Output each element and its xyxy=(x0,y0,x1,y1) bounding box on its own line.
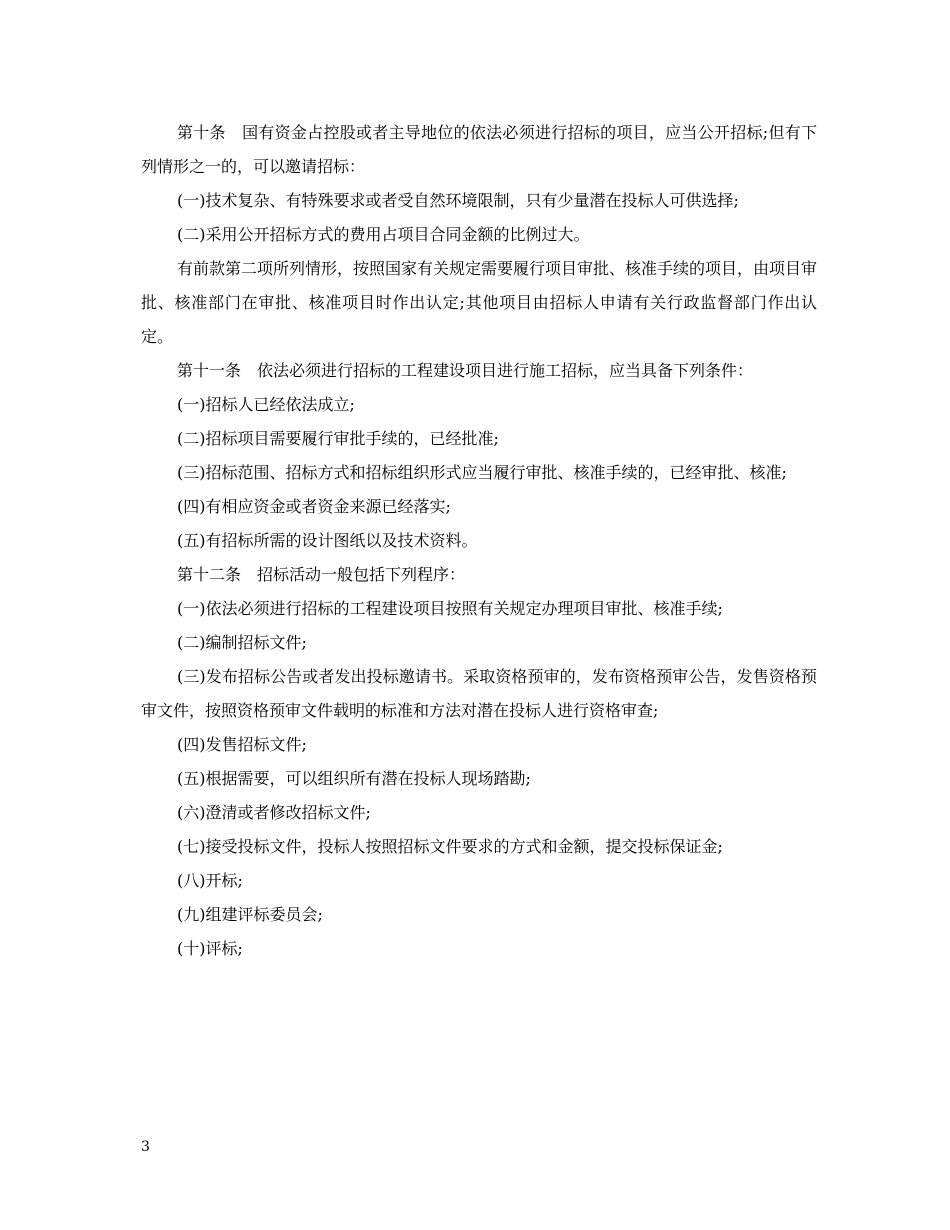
paragraph-article-12-item-1: (一)依法必须进行招标的工程建设项目按照有关规定办理项目审批、核准手续; xyxy=(177,599,723,618)
paragraph-article-12-item-4: (四)发售招标文件; xyxy=(177,735,307,754)
paragraph-article-12-item-7: (七)接受投标文件，投标人按照招标文件要求的方式和金额，提交投标保证金; xyxy=(177,837,723,856)
paragraph-article-11-item-4: (四)有相应资金或者资金来源已经落实; xyxy=(177,497,451,516)
paragraph-article-10: 第十条 国有资金占控股或者主导地位的依法必须进行招标的项目，应当公开招标;但有下列情形之一的，可以邀请招标： xyxy=(141,123,817,176)
paragraph-article-11-item-3: (三)招标范围、招标方式和招标组织形式应当履行审批、核准手续的，已经审批、核准; xyxy=(177,463,787,482)
paragraph-article-12-item-8: (八)开标; xyxy=(177,871,243,890)
paragraph-article-10-item-2: (二)采用公开招标方式的费用占项目合同金额的比例过大。 xyxy=(177,225,590,244)
paragraph-article-12-item-6: (六)澄清或者修改招标文件; xyxy=(177,803,371,822)
document-body xyxy=(141,116,817,966)
paragraph-article-12-item-10: (十)评标; xyxy=(177,939,243,958)
paragraph-article-11-item-2: (二)招标项目需要履行审批手续的，已经批准; xyxy=(177,429,499,448)
paragraph-article-10-item-1: (一)技术复杂、有特殊要求或者受自然环境限制，只有少量潜在投标人可供选择; xyxy=(177,191,739,210)
paragraph-article-12-item-5: (五)根据需要，可以组织所有潜在投标人现场踏勘; xyxy=(177,769,531,788)
paragraph-article-12-item-3: (三)发布招标公告或者发出投标邀请书。采取资格预审的，发布资格预审公告，发售资格预审文件，按照资格预审文件载明的标准和方法对潜在投标人进行资格审查; xyxy=(141,667,817,720)
paragraph-article-12: 第十二条 招标活动一般包括下列程序： xyxy=(177,565,466,584)
paragraph-article-11-item-5: (五)有招标所需的设计图纸以及技术资料。 xyxy=(177,531,478,550)
paragraph-article-11-item-1: (一)招标人已经依法成立; xyxy=(177,395,355,414)
paragraph-article-12-item-2: (二)编制招标文件; xyxy=(177,633,307,652)
paragraph-article-11: 第十一条 依法必须进行招标的工程建设项目进行施工招标，应当具备下列条件： xyxy=(177,361,754,380)
paragraph-article-12-item-9: (九)组建评标委员会; xyxy=(177,905,323,924)
page-number: 3 xyxy=(141,1139,150,1155)
paragraph-article-10-note: 有前款第二项所列情形，按照国家有关规定需要履行项目审批、核准手续的项目，由项目审批、核准部门在审批、核准项目时作出认定;其他项目由招标人申请有关行政监督部门作出认定。 xyxy=(141,259,818,346)
